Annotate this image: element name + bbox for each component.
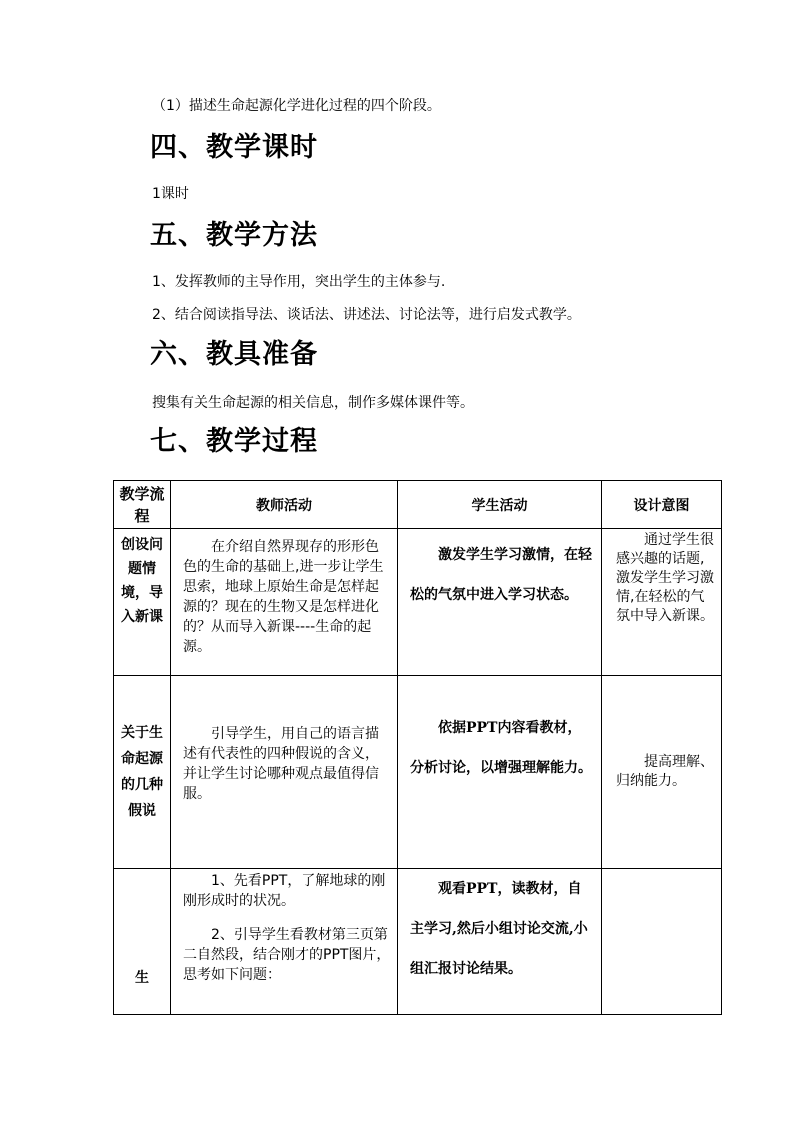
student-cell: 观看PPT，读教材，自主学习,然后小组讨论交流,小组汇报讨论结果。 xyxy=(398,869,602,1015)
intent-cell: 提高理解、归纳能力。 xyxy=(602,676,722,869)
teacher-cell: 在介绍自然界现存的形形色色的生命的基础上,进一步让学生思索，地球上原始生命是怎样起源的？现在的生物又是怎样进化的？从而导入新课----生命的起源。 xyxy=(171,529,398,676)
section-title-tools: 六、教具准备 xyxy=(150,339,318,370)
methods-item: 2、结合阅读指导法、谈话法、讲述法、讨论法等，进行启发式教学。 xyxy=(152,307,581,323)
methods-item: 1、发挥教师的主导作用，突出学生的主体参与. xyxy=(152,274,446,290)
intent-cell xyxy=(602,869,722,1015)
flow-cell: 创设问题情境，导入新课 xyxy=(114,529,171,676)
flow-cell: 关于生命起源的几种假说 xyxy=(114,676,171,869)
teacher-cell xyxy=(171,869,398,1015)
teacher-cell: 引导学生，用自己的语言描述有代表性的四种假说的含义，并让学生讨论哪种观点最值得信服。 xyxy=(171,676,398,869)
student-cell: 依据PPT内容看教材，分析讨论，以增强理解能力。 xyxy=(398,676,602,869)
table-row xyxy=(114,869,722,1015)
section-title-hours: 四、教学课时 xyxy=(150,132,318,163)
teacher-paragraph: 1、先看PPT，了解地球的刚刚形成时的状况。 xyxy=(183,873,386,909)
header-intent: 设计意图 xyxy=(602,481,722,529)
table-row xyxy=(114,529,722,676)
section-title-process: 七、教学过程 xyxy=(150,426,318,457)
header-student: 学生活动 xyxy=(398,481,602,529)
header-teacher: 教师活动 xyxy=(171,481,398,529)
objective-line: （1）描述生命起源化学进化过程的四个阶段。 xyxy=(152,98,441,114)
tools-text: 搜集有关生命起源的相关信息，制作多媒体课件等。 xyxy=(152,395,474,411)
header-flow: 教学流程 xyxy=(114,481,171,529)
teaching-process-table xyxy=(113,480,722,1015)
intent-cell: 通过学生很感兴趣的话题,激发学生学习激情,在轻松的气氛中导入新课。 xyxy=(602,529,722,676)
table-header-row xyxy=(114,481,722,529)
table-row xyxy=(114,676,722,869)
teacher-paragraph: 2、引导学生看教材第三页第二自然段，结合刚才的PPT图片，思考如下问题： xyxy=(183,927,391,983)
student-cell: 激发学生学习激情，在轻松的气氛中进入学习状态。 xyxy=(398,529,602,676)
section-title-methods: 五、教学方法 xyxy=(150,220,318,251)
flow-cell: 生 xyxy=(114,869,171,1015)
hours-text: 1课时 xyxy=(152,186,189,202)
